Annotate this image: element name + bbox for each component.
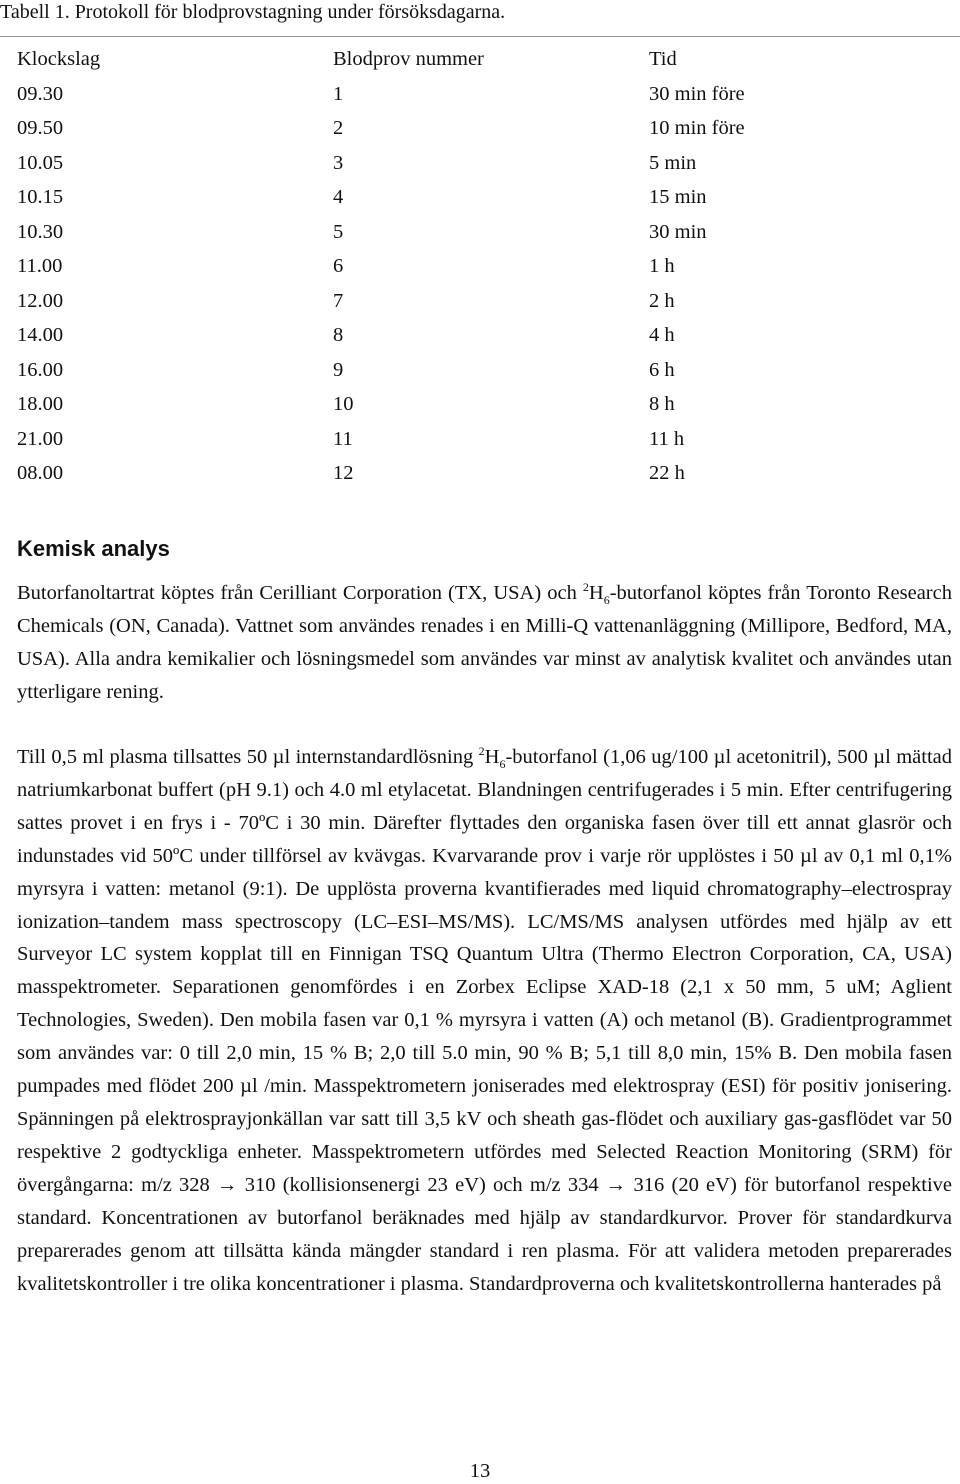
page-number: 13 (469, 1460, 491, 1482)
cell-tid: 5 min (649, 151, 697, 174)
paragraph-reagents (17, 577, 952, 709)
cell-blodprov-nummer: 9 (333, 358, 344, 381)
table-row (17, 215, 942, 250)
isotope-superscript: 2 (582, 580, 589, 595)
cell-tid: 30 min (649, 220, 707, 243)
table-header-row (17, 42, 942, 77)
section-heading: Kemisk analys (17, 536, 170, 561)
table-row (17, 180, 942, 215)
cell-tid: 30 min före (649, 82, 745, 105)
cell-blodprov-nummer: 10 (333, 393, 354, 415)
cell-klockslag: 14.00 (17, 324, 64, 346)
table-row (17, 422, 942, 457)
blood-sampling-table (17, 42, 942, 491)
isotope-superscript: 2 (478, 744, 485, 759)
cell-tid: 1 h (649, 255, 675, 277)
cell-tid: 22 h (649, 462, 685, 484)
paragraph-text: Butorfanoltartrat köptes från Cerilliant Corporation (TX, USA) och (17, 582, 583, 604)
cell-klockslag: 08.00 (17, 462, 64, 484)
isotope-subscript: 6 (603, 593, 610, 608)
table-row (17, 387, 942, 422)
table-row (17, 353, 942, 388)
table-row (17, 249, 942, 284)
cell-klockslag: 16.00 (17, 358, 64, 381)
cell-klockslag: 10.05 (17, 151, 64, 174)
cell-blodprov-nummer: 2 (333, 117, 344, 139)
paragraph-text: -butorfanol köptes från Toronto Research Chemicals (ON, Canada). Vattnet som användes renades i en Milli-Q vattenanläggning (Millipore, Bedford, MA, USA). Alla andra kemikalier och lösningsmedel som användes var minst av analytisk kvalitet och användes utan ytterligare rening. (17, 582, 952, 703)
table-body (17, 77, 942, 491)
table-row (17, 456, 942, 491)
cell-blodprov-nummer: 5 (333, 220, 344, 243)
table-row (17, 284, 942, 319)
cell-tid: 15 min (649, 186, 707, 208)
cell-klockslag: 09.50 (17, 117, 64, 139)
cell-klockslag: 18.00 (17, 393, 64, 415)
table-caption: Tabell 1. Protokoll för blodprovstagning under försöksdagarna. (0, 1, 506, 23)
column-header-klockslag: Klockslag (17, 48, 101, 70)
cell-klockslag: 10.15 (17, 186, 64, 208)
isotope-subscript: 6 (499, 757, 506, 772)
cell-blodprov-nummer: 1 (333, 82, 344, 105)
paragraph-text: Till 0,5 ml plasma tillsattes 50 µl internstandardlösning (17, 746, 479, 768)
paragraph-method (17, 741, 952, 1300)
table-row (17, 146, 942, 181)
cell-klockslag: 09.30 (17, 82, 64, 105)
column-header-tid: Tid (649, 48, 677, 70)
cell-blodprov-nummer: 3 (333, 151, 344, 174)
table-row (17, 77, 942, 112)
element-symbol: H (484, 746, 500, 768)
cell-blodprov-nummer: 6 (333, 255, 344, 277)
cell-tid: 8 h (649, 393, 675, 415)
cell-blodprov-nummer: 8 (333, 324, 344, 346)
cell-blodprov-nummer: 4 (333, 186, 344, 208)
cell-klockslag: 12.00 (17, 289, 64, 312)
table-row (17, 111, 942, 146)
table-row (17, 318, 942, 353)
cell-tid: 2 h (649, 289, 675, 312)
cell-blodprov-nummer: 7 (333, 289, 344, 312)
table-top-rule (0, 36, 960, 37)
cell-tid: 10 min före (649, 117, 745, 139)
cell-tid: 11 h (649, 427, 685, 450)
cell-tid: 6 h (649, 358, 675, 381)
cell-klockslag: 11.00 (17, 255, 63, 277)
element-symbol: H (588, 582, 604, 604)
paragraph-text: -butorfanol (1,06 ug/100 µl acetonitril), 500 µl mättad natriumkarbonat buffert (pH 9.1) och 4.0 ml etylacetat. Blandningen centrifugerades i 5 min. Efter centrifugering sattes provet i en frys i - 70ºC i 30 min. Därefter flyttades den organiska fasen över till ett annat glasrör och indunstades vid 50ºC under tillförsel av kvävgas. Kvarvarande prov i varje rör upplöstes i 50 µl av 0,1 ml 0,1% myrsyra i vatten: metanol (9:1). De upplösta proverna kvantifierades med liquid chromatography–electrospray ionization–tandem mass spectroscopy (LC–ESI–MS/MS). LC/MS/MS analysen utfördes med hjälp av ett Surveyor LC system kopplat till en Finnigan TSQ Quantum Ultra (Thermo Electron Corporation, CA, USA) masspektrometer. Separationen genomfördes i en Zorbex Eclipse XAD-18 (2,1 x 50 mm, 5 uM; Aglient Technologies, Sweden). Den mobila fasen var 0,1 % myrsyra i vatten (A) och metanol (B). Gradientprogrammet som användes var: 0 till 2,0 min, 15 % B; 2,0 till 5.0 min, 90 % B; 5,1 till 8,0 min, 15% B. Den mobila fasen pumpades med flödet 200 µl /min. Masspektrometern joniserades med elektrospray (ESI) för positiv jonisering. Spänningen på elektrosprayjonkällan var satt till 3,5 kV och sheath gas-flödet och auxiliary gas-gasflödet var 50 respektive 2 godtyckliga enheter. Masspektrometern utfördes med Selected Reaction Monitoring (SRM) för övergångarna: m/z 328 → 310 (kollisionsenergi 23 eV) och m/z 334 → 316 (20 eV) för butorfanol respektive standard. Koncentrationen av butorfanol beräknades med hjälp av standardkurvor. Prover för standardkurva preparerades genom att tillsätta kända mängder standard i ren plasma. För att validera metoden preparerades kvalitetskontroller i tre olika koncentrationer i plasma. Standardproverna och kvalitetskontrollerna hanterades på (17, 746, 952, 1295)
column-header-blodprov: Blodprov nummer (333, 48, 484, 70)
cell-tid: 4 h (649, 324, 675, 346)
cell-klockslag: 10.30 (17, 220, 64, 243)
cell-blodprov-nummer: 12 (333, 462, 354, 484)
cell-klockslag: 21.00 (17, 427, 64, 450)
cell-blodprov-nummer: 11 (333, 427, 353, 450)
